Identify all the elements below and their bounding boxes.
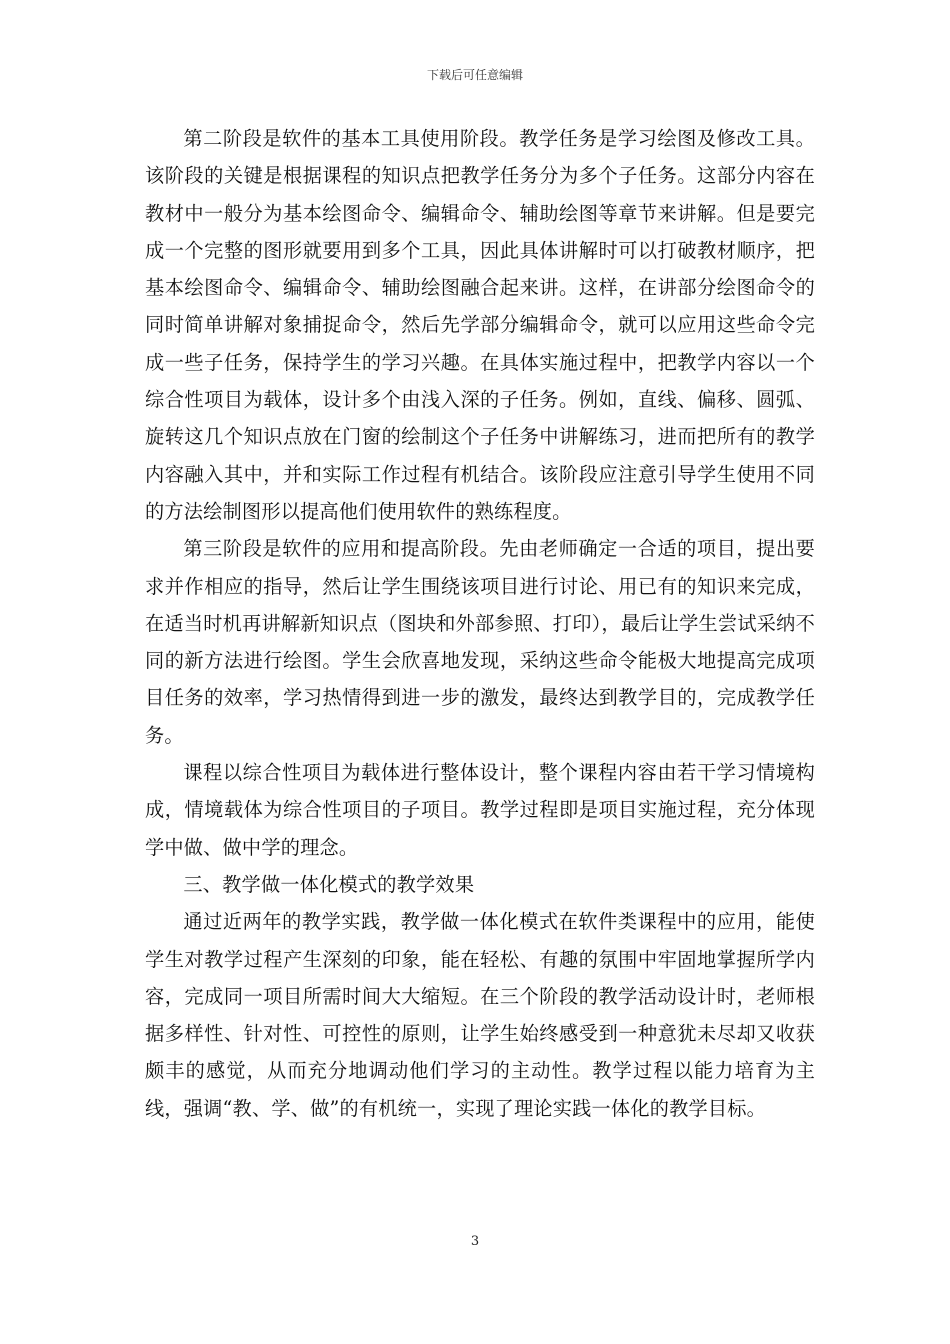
paragraph-stage-two: 第二阶段是软件的基本工具使用阶段。教学任务是学习绘图及修改工具。该阶段的关键是根据课程的知识点把教学任务分为多个子任务。这部分内容在教材中一般分为基本绘图命令、编辑命令、辅助绘图等章节来讲解。但是要完成一个完整的图形就要用到多个工具，因此具体讲解时可以打破教材顺序，把基本绘图命令、编辑命令、辅助绘图融合起来讲。这样，在讲部分绘图命令的同时简单讲解对象捕捉命令，然后先学部分编辑命令，就可以应用这些命令完成一些子任务，保持学生的学习兴趣。在具体实施过程中，把教学内容以一个综合性项目为载体，设计多个由浅入深的子任务。例如，直线、偏移、圆弧、旋转这几个知识点放在门窗的绘制这个子任务中讲解练习，进而把所有的教学内容融入其中，并和实际工作过程有机结合。该阶段应注意引导学生使用不同的方法绘制图形以提高他们使用软件的熟练程度。 (145, 127, 815, 523)
page-number: 3 (470, 1234, 480, 1249)
paragraph-stage-three: 第三阶段是软件的应用和提高阶段。先由老师确定一合适的项目，提出要求并作相应的指导，然后让学生围绕该项目进行讨论、用已有的知识来完成，在适当时机再讲解新知识点（图块和外部参照、打印），最后让学生尝试采纳不同的新方法进行绘图。学生会欣喜地发现，采纳这些命令能极大地提高完成项目任务的效率，学习热情得到进一步的激发，最终达到教学目的，完成教学任务。 (145, 537, 815, 747)
section-heading: 三、教学做一体化模式的教学效果 (183, 872, 475, 896)
paragraph-teaching-effect: 通过近两年的教学实践，教学做一体化模式在软件类课程中的应用，能使学生对教学过程产生深刻的印象，能在轻松、有趣的氛围中牢固地掌握所学内容，完成同一项目所需时间大大缩短。在三个阶段的教学活动设计时，老师根据多样性、针对性、可控性的原则，让学生始终感受到一种意犹未尽却又收获颇丰的感觉，从而充分地调动他们学习的主动性。教学过程以能力培育为主线，强调“教、学、做”的有机统一，实现了理论实践一体化的教学目标。 (145, 910, 815, 1120)
page-header-note: 下载后可任意编辑 (426, 68, 523, 82)
document-body (145, 120, 815, 1127)
paragraph-course-design: 课程以综合性项目为载体进行整体设计，整个课程内容由若干学习情境构成，情境载体为综合性项目的子项目。教学过程即是项目实施过程，充分体现学中做、做中学的理念。 (145, 761, 815, 859)
